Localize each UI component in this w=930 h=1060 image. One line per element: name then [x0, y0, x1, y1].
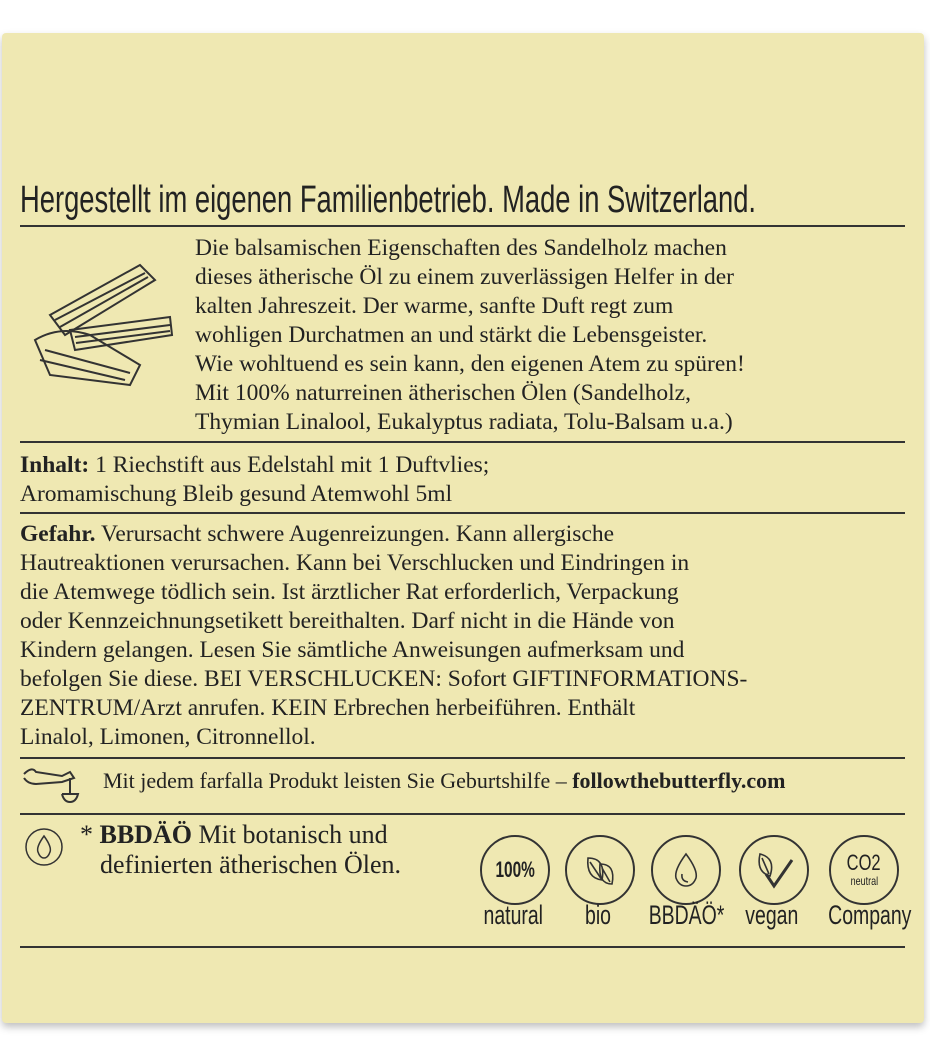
vegan-badge [739, 835, 809, 905]
bbdao-badge [651, 835, 721, 905]
divider [20, 225, 905, 227]
badge-label: natural [483, 900, 543, 930]
warning-line: ZENTRUM/Arzt anrufen. KEIN Erbrechen herbeiführen. Enthält [20, 695, 636, 721]
sandalwood-illustration-icon [30, 255, 180, 395]
description [195, 234, 745, 437]
asterisk: * [80, 820, 100, 849]
drop-icon [24, 827, 64, 867]
website-link[interactable]: followthebutterfly.com [572, 768, 786, 793]
warning-line: Verursacht schwere Augenreizungen. Kann allergische [95, 521, 615, 547]
natural-badge [480, 835, 550, 905]
badge-label: BBDÄÖ* [648, 900, 725, 930]
divider [20, 512, 905, 514]
100-percent-icon: 100% [495, 857, 535, 882]
warning-line: Hautreaktionen verursachen. Kann bei Verschlucken und Eindringen in [20, 550, 690, 576]
contents-label: Inhalt: [20, 452, 90, 478]
description-line: Thymian Linalool, Eukalyptus radiata, Tolu-Balsam u.a.) [195, 409, 733, 435]
header-text: Hergestellt im eigenen Familienbetrieb. Made in Switzerland. [20, 179, 757, 221]
contents-line: 1 Riechstift aus Edelstahl mit 1 Duftvlies; [89, 452, 490, 478]
bbdao-label: BBDÄÖ [99, 820, 192, 849]
contents-line: Aromamischung Bleib gesund Atemwohl 5ml [20, 481, 453, 507]
warning-line: Kindern gelangen. Lesen Sie sämtliche Anweisungen aufmerksam und [20, 637, 685, 663]
divider [20, 946, 905, 948]
divider [20, 813, 905, 815]
bbdao-line: Mit botanisch und [191, 820, 388, 849]
warning-line: die Atemwege tödlich sein. Ist ärztlicher Rat erforderlich, Verpackung [20, 579, 679, 605]
description-line: kalten Jahreszeit. Der warme, sanfte Duft regt zum [195, 293, 674, 319]
birth-text-label: Mit jedem farfalla Produkt leisten Sie Geburtshilfe – [103, 768, 573, 793]
warning-line: befolgen Sie diese. BEI VERSCHLUCKEN: Sofort GIFTINFORMATIONS- [20, 666, 748, 692]
badge-label: Company [828, 900, 912, 930]
warning-line: oder Kennzeichnungsetikett bereithalten. Darf nicht in die Hände von [20, 608, 675, 634]
divider [20, 757, 905, 759]
divider [20, 441, 905, 443]
bio-badge [565, 835, 635, 905]
warning-line: Linalol, Limonen, Citronnellol. [20, 724, 316, 750]
description-line: wohligen Durchatmen an und stärkt die Lebensgeister. [195, 322, 708, 348]
birth-text [103, 768, 785, 794]
leaf-icon [580, 850, 620, 890]
description-line: Wie wohltuend es sein kann, den eigenen Atem zu spüren! [195, 351, 745, 377]
co2-sub: neutral [850, 874, 878, 888]
bbdao-line: definierten ätherischen Ölen. [100, 850, 402, 879]
drop-icon [666, 850, 706, 890]
badge-label: vegan [745, 900, 799, 930]
description-line: dieses ätherische Öl zu einem zuverlässigen Helfer in der [195, 264, 734, 290]
warning [20, 520, 747, 752]
contents [20, 451, 489, 509]
co2-icon: CO2 [847, 850, 881, 875]
bbdao-note [80, 820, 401, 880]
warning-label: Gefahr. [20, 521, 96, 547]
description-line: Mit 100% naturreinen ätherischen Ölen (Sandelholz, [195, 380, 691, 406]
badge-label: bio [585, 900, 611, 930]
description-line: Die balsamischen Eigenschaften des Sandelholz machen [195, 235, 727, 261]
co2-neutral-badge [829, 835, 899, 905]
leaf-check-icon [752, 848, 796, 892]
stork-icon [22, 764, 82, 808]
